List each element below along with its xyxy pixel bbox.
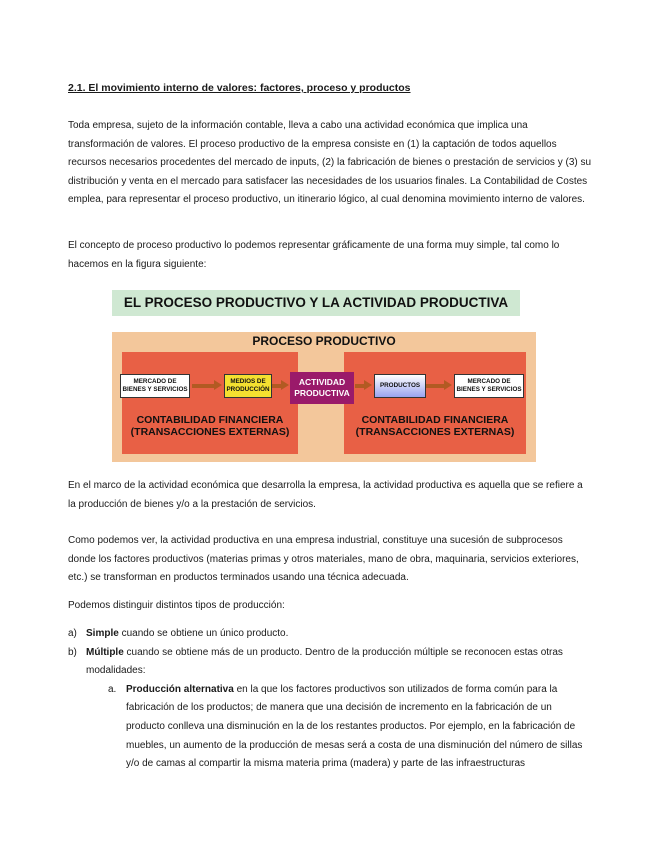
term-multiple: Múltiple [86, 646, 124, 658]
figure-title: EL PROCESO PRODUCTIVO Y LA ACTIVIDAD PRODUCTIVA [112, 290, 520, 316]
market-input-box: MERCADO DE BIENES Y SERVICIOS [120, 374, 190, 398]
fin-left-line2: (TRANSACCIONES EXTERNAS) [130, 426, 290, 438]
market-output-box: MERCADO DE BIENES Y SERVICIOS [454, 374, 524, 398]
arrow-right-icon [426, 382, 452, 389]
paragraph-intro: Toda empresa, sujeto de la información contable, lleva a cabo una actividad económica que implica una transformación de valores. El proceso productivo de la empresa consiste en (1) la captación de todos aquellos recursos necesarios procedentes del mercado de inputs, (2) la fabricación de bienes o prestación de servicios y (3) su distribución y venta en el mercado para satisfacer las necesidades de los usuarios finales. La Contabilidad de Costes emplea, para representar el proceso productivo, un itinerario lógico, al cual denomina movimiento interno de valores. [68, 120, 592, 206]
paragraph-types-intro: Podemos distinguir distintos tipos de producción: [68, 600, 285, 611]
financial-accounting-left [122, 414, 298, 438]
list-item [68, 644, 593, 681]
list-marker: b) [68, 646, 77, 658]
production-types-list [68, 625, 593, 774]
sub-list-item-text: en la que los factores productivos son utilizados de forma común para la fabricación de los productos; de manera que una decisión de incremento en la fabricación de un producto conlleva una disminución en la de los restantes productos. Por ejemplo, en la fabricación de muebles, un aumento de la producción de mesas será a costa de una disminución del número de sillas y/o de camas al compartir la misma materia prima (madera) y parte de las infraestructuras [126, 683, 583, 770]
fin-right-line1: CONTABILIDAD FINANCIERA [361, 414, 509, 426]
term-simple: Simple [86, 628, 119, 639]
fin-right-line2: (TRANSACCIONES EXTERNAS) [355, 426, 515, 438]
list-item-text: cuando se obtiene más de un producto. Dentro de la producción múltiple se reconocen estas otras modalidades: [86, 646, 563, 677]
sub-list-marker: a. [108, 683, 117, 695]
paragraph-industrial: Como podemos ver, la actividad productiva en una empresa industrial, constituye una sucesión de subprocesos donde los factores productivos (materias primas y otros materiales, mano de obra, maquinaria, servicios exteriores, etc.) se transforman en productos terminados usando una técnica adecuada. [68, 535, 579, 584]
production-means-box: MEDIOS DE PRODUCCIÓN [224, 374, 272, 398]
paragraph-activity: En el marco de la actividad económica que desarrolla la empresa, la actividad productiva es aquella que se refiere a la producción de bienes y/o a la prestación de servicios. [68, 480, 583, 510]
section-heading: 2.1. El movimiento interno de valores: factores, proceso y productos [68, 82, 411, 94]
fin-left-line1: CONTABILIDAD FINANCIERA [136, 414, 284, 426]
paragraph-concept: El concepto de proceso productivo lo podemos representar gráficamente de una forma muy simple, tal como lo hacemos en la figura siguiente: [68, 240, 560, 270]
financial-accounting-right-zone [344, 352, 526, 454]
products-box: PRODUCTOS [374, 374, 426, 398]
term-alternative-production: Producción alternativa [126, 683, 234, 695]
arrow-right-icon [192, 382, 222, 389]
productive-activity-box: ACTIVIDAD PRODUCTIVA [290, 372, 354, 404]
list-item [68, 625, 593, 644]
arrow-right-icon [272, 382, 289, 389]
financial-accounting-left-zone [122, 352, 298, 454]
list-item-text: cuando se obtiene un único producto. [118, 628, 289, 639]
sub-list-item [68, 681, 593, 774]
list-marker: a) [68, 628, 77, 639]
arrow-right-icon [355, 382, 372, 389]
process-diagram [112, 332, 536, 462]
process-label: PROCESO PRODUCTIVO [252, 334, 396, 348]
financial-accounting-right [344, 414, 526, 438]
